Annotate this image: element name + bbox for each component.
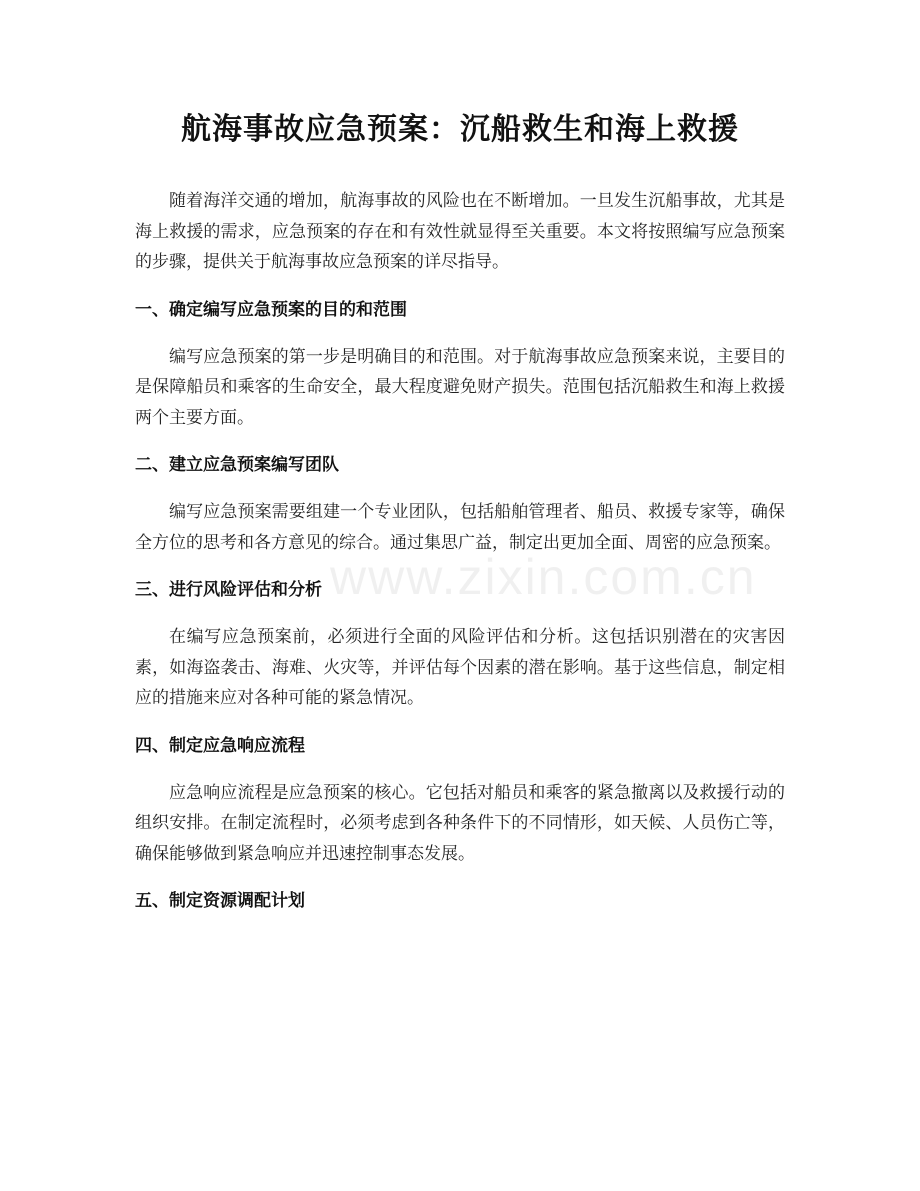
section-heading-5: 五、制定资源调配计划: [135, 891, 305, 911]
section-heading-2: 二、建立应急预案编写团队: [135, 455, 339, 475]
section-body-2: 编写应急预案需要组建一个专业团队，包括船舶管理者、船员、救援专家等，确保全方位的思考和各方意见的综合。通过集思广益，制定出更加全面、周密的应急预案。: [135, 502, 785, 553]
section-heading-4: 四、制定应急响应流程: [135, 735, 305, 756]
document-title: 航海事故应急预案：沉船救生和海上救援: [181, 112, 739, 147]
section-heading-1: 一、确定编写应急预案的目的和范围: [135, 299, 407, 320]
section-body-1: 编写应急预案的第一步是明确目的和范围。对于航海事故应急预案来说，主要目的是保障船员和乘客的生命安全，最大程度避免财产损失。范围包括沉船救生和海上救援两个主要方面。: [135, 346, 785, 428]
section-body-4: 应急响应流程是应急预案的核心。它包括对船员和乘客的紧急撤离以及救援行动的组织安排。在制定流程时，必须考虑到各种条件下的不同情形，如天候、人员伤亡等，确保能够做到紧急响应并迅速控制事态发展。: [135, 782, 785, 864]
section-heading-3: 三、进行风险评估和分析: [135, 580, 322, 600]
watermark: www.zixin.com.cn: [330, 549, 757, 605]
intro-paragraph: 随着海洋交通的增加，航海事故的风险也在不断增加。一旦发生沉船事故，尤其是海上救援的需求，应急预案的存在和有效性就显得至关重要。本文将按照编写应急预案的步骤，提供关于航海事故应急预案的详尽指导。: [135, 191, 785, 272]
section-body-3: 在编写应急预案前，必须进行全面的风险评估和分析。这包括识别潜在的灾害因素，如海盗袭击、海难、火灾等，并评估每个因素的潜在影响。基于这些信息，制定相应的措施来应对各种可能的紧急情况。: [135, 627, 785, 708]
